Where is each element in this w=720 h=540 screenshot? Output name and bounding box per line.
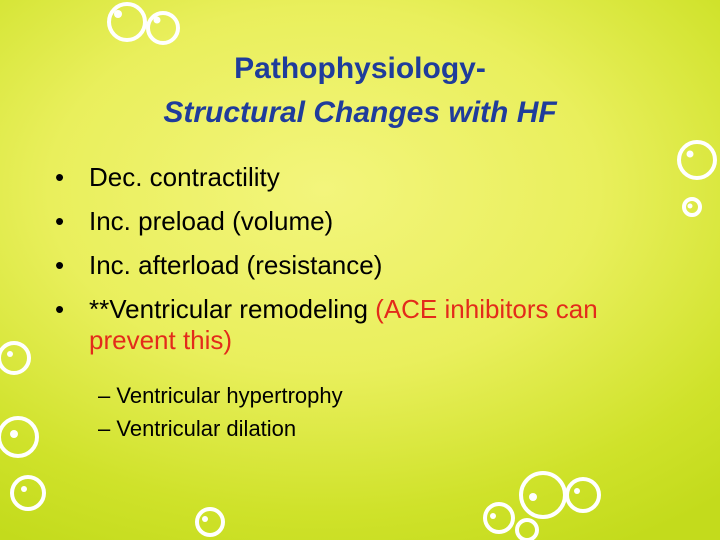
- sub-bullet-text: Ventricular dilation: [116, 416, 297, 441]
- bullet-highlight-text: (ACE inhibitors can prevent this): [89, 294, 598, 355]
- bullet-item: [55, 162, 669, 193]
- bullet-item: [55, 206, 669, 237]
- slide-title-line-2: Structural Changes with HF: [163, 96, 557, 129]
- bullet-list: [55, 162, 669, 369]
- sub-bullet-dash: –: [98, 416, 111, 441]
- sub-bullet-text: Ventricular hypertrophy: [116, 383, 343, 408]
- bullet-dot: •: [55, 162, 65, 192]
- slide-title-line-1: Pathophysiology-: [234, 52, 486, 85]
- bullet-text: Inc. preload (volume): [89, 206, 334, 236]
- sub-bullet-item: [98, 415, 343, 443]
- bullet-text: **Ventricular remodeling: [89, 294, 376, 324]
- bullet-dot: •: [55, 206, 65, 236]
- bullet-item: [55, 250, 669, 281]
- sub-bullet-dash: –: [98, 383, 111, 408]
- bullet-text: Inc. afterload (resistance): [89, 250, 383, 280]
- sub-bullet-item: [98, 382, 343, 410]
- bullet-item: [55, 294, 669, 356]
- sub-bullet-list: [98, 382, 343, 448]
- bullet-text: Dec. contractility: [89, 162, 280, 192]
- bullet-dot: •: [55, 250, 65, 280]
- bullet-dot: •: [55, 294, 65, 324]
